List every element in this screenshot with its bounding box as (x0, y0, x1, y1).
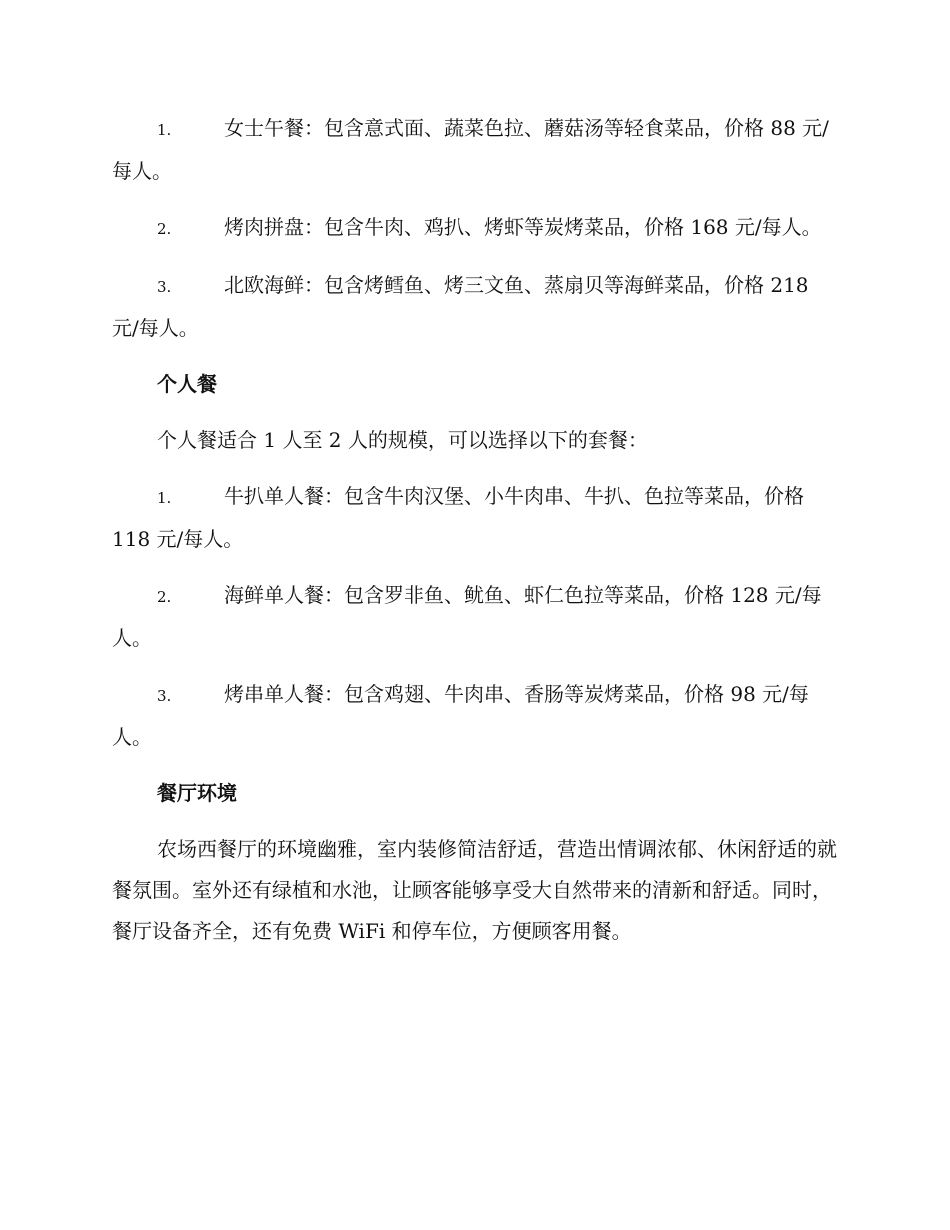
list-number: 3. (157, 278, 172, 296)
list-item (112, 265, 838, 349)
list-text: 海鲜单人餐：包含罗非鱼、鱿鱼、虾仁色拉等菜品，价格 128 元/每人。 (112, 583, 822, 650)
section-heading-environment: 餐厅环境 (157, 781, 237, 805)
list-text: 女士午餐：包含意式面、蔬菜色拉、蘑菇汤等轻食菜品，价格 88 元/每人。 (112, 116, 829, 183)
list-text: 牛扒单人餐：包含牛肉汉堡、小牛肉串、牛扒、色拉等菜品，价格 118 元/每人。 (112, 484, 804, 551)
list-number: 1. (157, 121, 172, 139)
list-number: 2. (157, 588, 172, 606)
list-item (112, 476, 838, 560)
list-text: 北欧海鲜：包含烤鳕鱼、烤三文鱼、蒸扇贝等海鲜菜品，价格 218 元/每人。 (112, 273, 809, 340)
individual-meal-intro: 个人餐适合 1 人至 2 人的规模，可以选择以下的套餐： (157, 428, 648, 452)
list-item (112, 108, 838, 192)
list-item (112, 575, 838, 659)
list-text: 烤肉拼盘：包含牛肉、鸡扒、烤虾等炭烤菜品，价格 168 元/每人。 (224, 215, 822, 239)
list-number: 2. (157, 220, 172, 238)
list-number: 3. (157, 687, 172, 705)
environment-paragraph: 农场西餐厅的环境幽雅，室内装修简洁舒适，营造出情调浓郁、休闲舒适的就餐氛围。室外还有绿植和水池，让顾客能够享受大自然带来的清新和舒适。同时，餐厅设备齐全，还有免费 WiFi 和停车位，方便顾客用餐。 (112, 837, 837, 943)
list-item (112, 674, 838, 758)
list-text: 烤串单人餐：包含鸡翅、牛肉串、香肠等炭烤菜品，价格 98 元/每人。 (112, 682, 809, 749)
document-content (112, 108, 838, 967)
list-item (112, 207, 838, 250)
list-number: 1. (157, 489, 172, 507)
section-heading-individual-meal: 个人餐 (157, 372, 217, 396)
